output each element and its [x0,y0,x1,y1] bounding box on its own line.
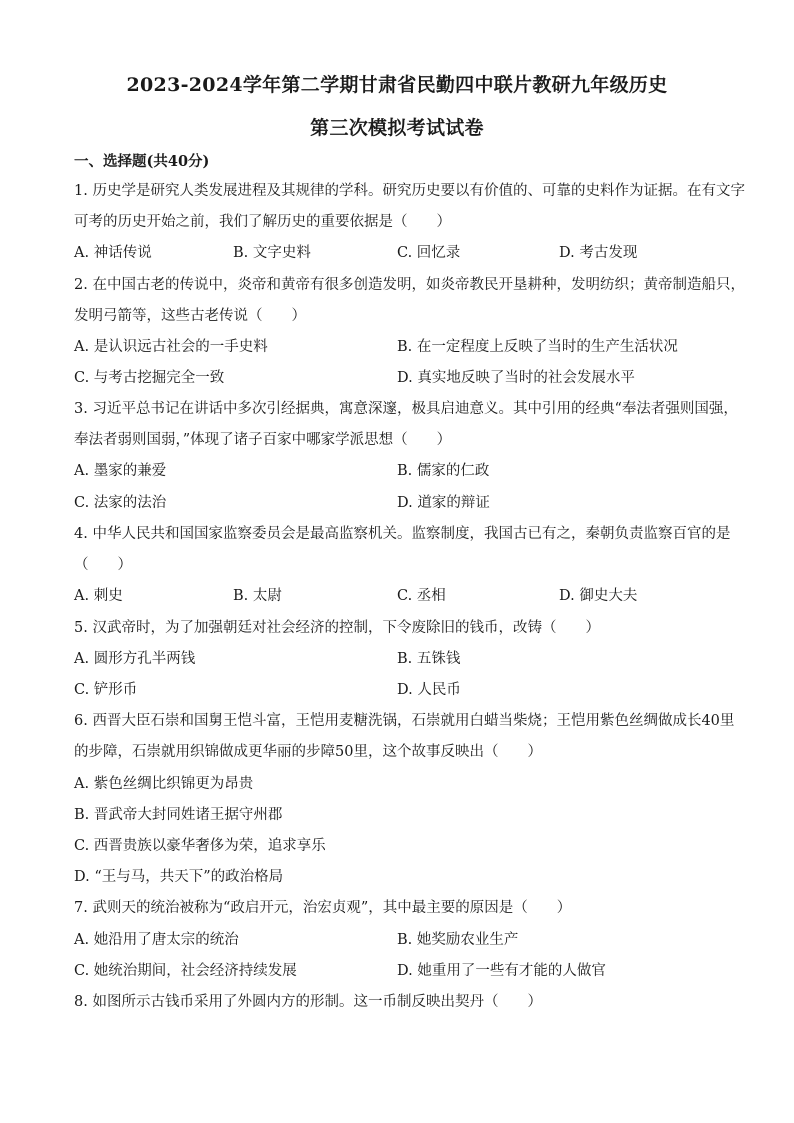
q7-option-c: C. 她统治期间，社会经济持续发展 [74,963,297,979]
q5-option-a: A. 圆形方孔半两钱 [74,651,196,667]
q6-option-a: A. 紫色丝绸比织锦更为昂贵 [74,776,254,792]
q1-stem-line-2: 可考的历史开始之前，我们了解历史的重要依据是（ ） [74,214,451,230]
q3-option-a: A. 墨家的兼爱 [74,463,167,479]
q7-option-a: A. 她沿用了唐太宗的统治 [74,932,239,948]
q3-stem-line-2: 奉法者弱则国弱，”体现了诸子百家中哪家学派思想（ ） [74,432,452,448]
q2-option-c: C. 与考古挖掘完全一致 [74,370,225,386]
q3-option-d: D. 道家的辩证 [397,495,490,511]
q4-option-c: C. 丞相 [397,588,446,604]
q1-option-c: C. 回忆录 [397,245,461,261]
q2-option-a: A. 是认识远古社会的一手史料 [74,339,268,355]
q1-option-a: A. 神话传说 [74,245,152,261]
q5-stem-line-1: 5. 汉武帝时，为了加强朝廷对社会经济的控制，下令废除旧的钱币，改铸（ ） [74,620,600,636]
q4-stem-line-1: 4. 中华人民共和国国家监察委员会是最高监察机关。监察制度，我国古已有之，秦朝负责监察百官的是 [74,526,731,542]
q6-option-b: B. 晋武帝大封同姓诸王据守州郡 [74,807,283,823]
q1-option-d: D. 考古发现 [559,245,638,261]
q8-stem-line-1: 8. 如图所示古钱币采用了外圆内方的形制。这一币制反映出契丹（ ） [74,994,542,1010]
q7-option-b: B. 她奖励农业生产 [397,932,519,948]
q2-option-b: B. 在一定程度上反映了当时的生产生活状况 [397,339,678,355]
q5-option-d: D. 人民币 [397,682,461,698]
q7-stem-line-1: 7. 武则天的统治被称为“政启开元，治宏贞观”，其中最主要的原因是（ ） [74,900,572,916]
section-heading: 一、选择题(共40分) [74,153,210,170]
q3-option-c: C. 法家的法治 [74,495,167,511]
q4-option-d: D. 御史大夫 [559,588,638,604]
q4-option-a: A. 刺史 [74,588,123,604]
q3-option-b: B. 儒家的仁政 [397,463,490,479]
q6-stem-line-2: 的步障，石崇就用织锦做成更华丽的步障50里，这个故事反映出（ ） [74,744,542,760]
q2-option-d: D. 真实地反映了当时的社会发展水平 [397,370,635,386]
exam-title-line-2: 第三次模拟考试试卷 [310,117,484,139]
q3-stem-line-1: 3. 习近平总书记在讲话中多次引经据典，寓意深邃，极具启迪意义。其中引用的经典“奉法者强则国强， [74,401,738,417]
q1-stem-line-1: 1. 历史学是研究人类发展进程及其规律的学科。研究历史要以有价值的、可靠的史料作为证据。在有文字 [74,183,745,199]
q6-stem-line-1: 6. 西晋大臣石崇和国舅王恺斗富，王恺用麦糖洗锅，石崇就用白蜡当柴烧；王恺用紫色丝绸做成长40里 [74,713,735,729]
q2-stem-line-2: 发明弓箭等，这些古老传说（ ） [74,308,306,324]
q4-stem-line-2: （ ） [74,557,132,573]
q1-option-b: B. 文字史料 [233,245,311,261]
q7-option-d: D. 她重用了一些有才能的人做官 [397,963,606,979]
q2-stem-line-1: 2. 在中国古老的传说中，炎帝和黄帝有很多创造发明，如炎帝教民开垦耕种，发明纺织；黄帝制造船只， [74,277,745,293]
q6-option-c: C. 西晋贵族以豪华奢侈为荣，追求享乐 [74,838,326,854]
q4-option-b: B. 太尉 [233,588,282,604]
exam-title-line-1: 2023-2024学年第二学期甘肃省民勤四中联片教研九年级历史 [126,74,668,96]
q6-option-d: D. “王与马，共天下”的政治格局 [74,869,284,885]
q5-option-c: C. 铲形币 [74,682,138,698]
q5-option-b: B. 五铢钱 [397,651,461,667]
